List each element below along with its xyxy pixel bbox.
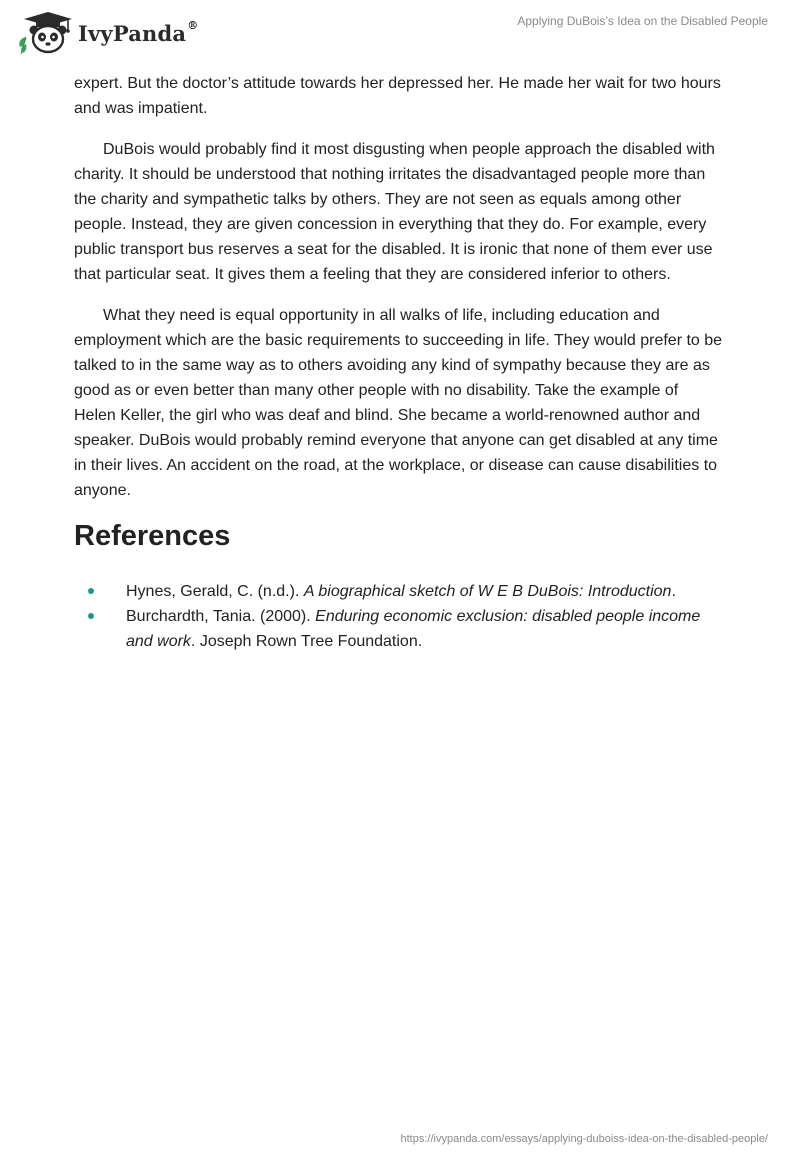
page-header (0, 0, 800, 66)
reference-item (74, 579, 724, 604)
reference-author: Hynes, Gerald, C. (n.d.). (126, 583, 304, 600)
paragraph: DuBois would probably find it most disgusting when people approach the disabled with charity. It should be understood that nothing irritates the disadvantaged people more than the charity and sympathetic talks by others. They are not seen as equals among other people. Instead, they are given concession in everything that they do. For example, every public transport bus reserves a seat for the disabled. It is ironic that none of them ever use that particular seat. It gives them a feeling that they are considered inferior to others. (74, 141, 715, 283)
footer-url-link[interactable]: https://ivypanda.com/essays/applying-duboiss-idea-on-the-disabled-people/ (400, 1133, 768, 1145)
paragraph: expert. But the doctor’s attitude towards her depressed her. He made her wait for two hours and was impatient. (74, 75, 721, 117)
reference-title: A biographical sketch of W E B DuBois: Introduction (303, 583, 672, 600)
panda-graduate-icon (14, 9, 76, 55)
reference-suffix: . Joseph Rown Tree Foundation. (190, 633, 423, 650)
bullet-icon (88, 613, 94, 619)
essay-content (74, 71, 724, 654)
reference-item (74, 604, 724, 654)
references-heading: References (74, 520, 231, 552)
reference-title: Enduring economic exclusion: disabled people income and work (126, 608, 701, 650)
reference-suffix: . (671, 583, 676, 600)
running-title: Applying DuBois’s Idea on the Disabled People (517, 14, 768, 28)
logo-wordmark: IvyPanda® (78, 19, 199, 46)
paragraph: What they need is equal opportunity in all walks of life, including education and employment which are the basic requirements to succeeding in life. They would prefer to be talked to in the same way as to others avoiding any kind of sympathy because they are as good as or even better than many other people with no disability. Take the example of Helen Keller, the girl who was deaf and blind. She became a world-renowned author and speaker. DuBois would probably remind everyone that anyone can get disabled at any time in their lives. An accident on the road, at the workplace, or disease can cause disabilities to anyone. (74, 307, 723, 499)
bullet-icon (88, 588, 94, 594)
reference-author: Burchardth, Tania. (2000). (126, 608, 316, 625)
ivypanda-logo[interactable] (14, 9, 204, 55)
references-list (74, 579, 724, 654)
